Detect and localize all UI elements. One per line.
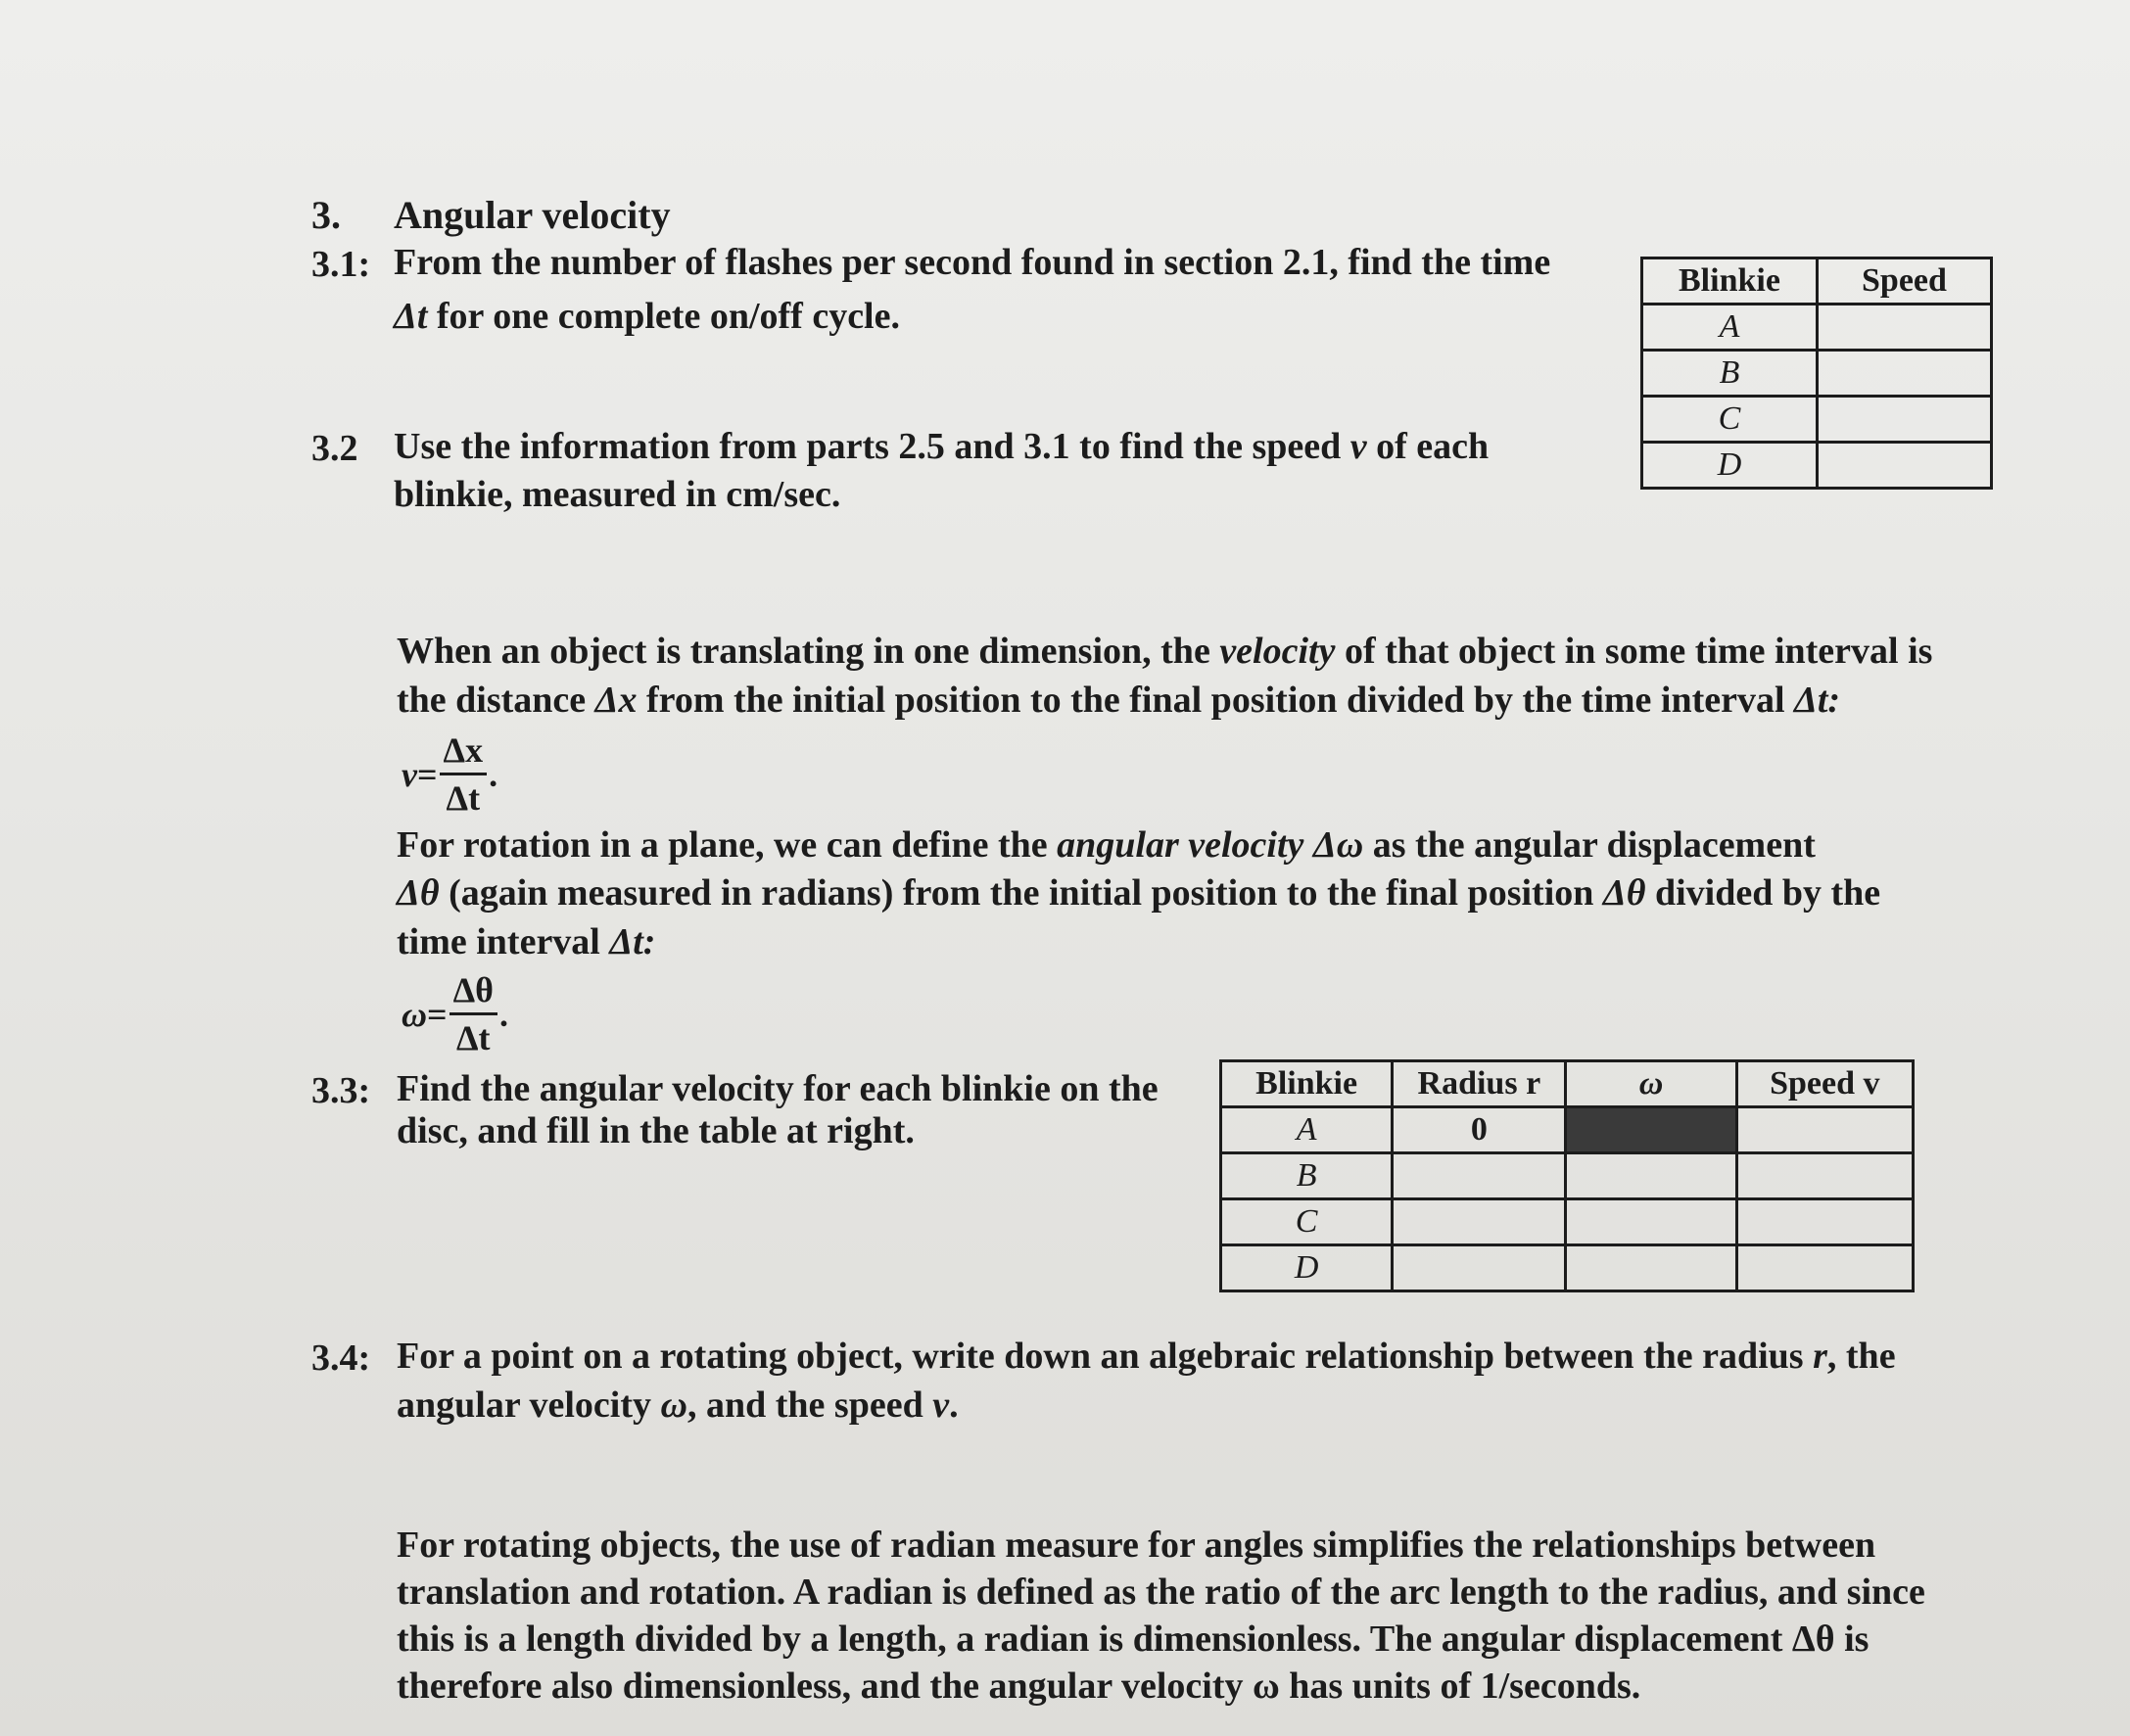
para2-line2: [397, 868, 1880, 917]
row-label: A: [1642, 305, 1818, 351]
header-speed: Speed: [1817, 258, 1991, 305]
q33-number: 3.3:: [311, 1070, 371, 1111]
eq2-denominator: Δt: [455, 1018, 491, 1057]
table-header-row: [1642, 258, 1992, 305]
table-row: [1642, 397, 1992, 443]
table-row: [1221, 1245, 1914, 1291]
angular-velocity-term: angular velocity Δω: [1057, 824, 1364, 866]
table-row: [1642, 305, 1992, 351]
row-label: B: [1221, 1153, 1393, 1199]
speed-table: [1640, 257, 1993, 490]
eq1-denominator: Δt: [446, 778, 481, 818]
q34-line2a: angular velocity: [397, 1384, 661, 1426]
para3-line3: this is a length divided by a length, a radian is dimensionless. The angular displacement Δθ is: [397, 1619, 1870, 1660]
para3-line2: translation and rotation. A radian is defined as the ratio of the arc length to the radius, and since: [397, 1572, 1925, 1613]
table-row: [1221, 1107, 1914, 1153]
table-row: [1642, 443, 1992, 489]
para1-line1: [397, 627, 1932, 676]
omega-cell[interactable]: [1566, 1245, 1736, 1291]
delta-x-symbol: Δx: [594, 680, 638, 721]
q34-line2: [397, 1381, 959, 1430]
header-radius: Radius r: [1393, 1061, 1566, 1107]
para1-l2b: from the initial position to the final position divided by the time interval: [637, 680, 1795, 721]
header-speed: Speed v: [1736, 1061, 1913, 1107]
row-label: C: [1221, 1199, 1393, 1245]
q33-line1: Find the angular velocity for each blinkie on the: [397, 1068, 1159, 1109]
delta-t-symbol: Δt:: [609, 921, 656, 962]
para2-l3a: time interval: [397, 921, 610, 962]
header-omega: ω: [1566, 1061, 1736, 1107]
para2-l2a: (again measured in radians) from the initial position to the final position: [439, 872, 1603, 914]
speed-cell[interactable]: [1736, 1245, 1913, 1291]
q32-line2: blinkie, measured in cm/sec.: [394, 474, 841, 515]
header-blinkie: Blinkie: [1642, 258, 1818, 305]
header-blinkie: Blinkie: [1221, 1061, 1393, 1107]
eq2-fraction: [450, 969, 497, 1058]
para3-line1: For rotating objects, the use of radian measure for angles simplifies the relationships between: [397, 1525, 1876, 1566]
table-row: [1642, 351, 1992, 397]
para2-line1: [397, 821, 1816, 869]
q34-line1a: For a point on a rotating object, write down an algebraic relationship between the radius: [397, 1336, 1814, 1377]
q34-line1: [397, 1332, 1896, 1381]
q31-line2: [394, 292, 900, 341]
para1-l2a: the distance: [397, 680, 595, 721]
delta-theta-symbol: Δθ: [1602, 872, 1646, 914]
angular-velocity-equation: [402, 969, 508, 1058]
q34-line1b: , the: [1826, 1336, 1896, 1377]
speed-cell[interactable]: [1817, 351, 1991, 397]
para3-line4: therefore also dimensionless, and the angular velocity ω has units of 1/seconds.: [397, 1666, 1641, 1707]
q34-line2b: , and the speed: [687, 1384, 933, 1426]
radius-cell: 0: [1393, 1107, 1566, 1153]
q31-line1: From the number of flashes per second found in section 2.1, find the time: [394, 242, 1551, 283]
section-number: 3.: [311, 193, 341, 237]
row-label: D: [1642, 443, 1818, 489]
omega-cell[interactable]: [1566, 1199, 1736, 1245]
eq2-lhs: ω: [402, 994, 428, 1034]
table-row: [1221, 1153, 1914, 1199]
q34-line2c: .: [949, 1384, 959, 1426]
speed-cell[interactable]: [1817, 397, 1991, 443]
v-symbol: v: [1349, 426, 1367, 467]
delta-theta-symbol: Δθ: [397, 872, 440, 914]
row-label: B: [1642, 351, 1818, 397]
omega-symbol: ω: [660, 1384, 687, 1426]
eq1-numerator: Δx: [440, 729, 488, 775]
para2-line3: [397, 917, 655, 966]
speed-cell[interactable]: [1817, 305, 1991, 351]
q32-number: 3.2: [311, 428, 358, 469]
eq1-fraction: [440, 729, 488, 819]
r-symbol: r: [1813, 1336, 1827, 1377]
row-label: C: [1642, 397, 1818, 443]
eq1-lhs: v: [402, 754, 417, 794]
delta-t-symbol: Δt: [394, 296, 428, 337]
q32-line1b: of each: [1366, 426, 1490, 467]
row-label: D: [1221, 1245, 1393, 1291]
table-header-row: [1221, 1061, 1914, 1107]
para2-l1b: as the angular displacement: [1363, 824, 1816, 866]
radius-cell[interactable]: [1393, 1245, 1566, 1291]
angular-velocity-table: [1219, 1059, 1915, 1292]
section-title: Angular velocity: [394, 193, 671, 237]
radius-cell[interactable]: [1393, 1199, 1566, 1245]
eq1-end: .: [489, 754, 498, 794]
omega-cell[interactable]: [1566, 1153, 1736, 1199]
para1-line2: [397, 676, 1840, 725]
q31-line2-text: for one complete on/off cycle.: [427, 296, 900, 337]
velocity-equation: [402, 729, 497, 819]
q34-number: 3.4:: [311, 1337, 371, 1379]
para2-l1a: For rotation in a plane, we can define the: [397, 824, 1058, 866]
speed-cell[interactable]: [1817, 443, 1991, 489]
q33-line2: disc, and fill in the table at right.: [397, 1110, 915, 1151]
speed-cell[interactable]: [1736, 1153, 1913, 1199]
speed-cell[interactable]: [1736, 1199, 1913, 1245]
para1-l1b: of that object in some time interval is: [1335, 631, 1933, 672]
delta-t-symbol: Δt:: [1794, 680, 1841, 721]
para2-l2b: divided by the: [1645, 872, 1881, 914]
row-label: A: [1221, 1107, 1393, 1153]
speed-cell[interactable]: [1736, 1107, 1913, 1153]
eq2-numerator: Δθ: [450, 969, 497, 1015]
radius-cell[interactable]: [1393, 1153, 1566, 1199]
eq2-end: .: [498, 994, 508, 1034]
eq1-equals: =: [416, 754, 438, 794]
velocity-term: velocity: [1219, 631, 1336, 672]
q31-number: 3.1:: [311, 244, 371, 285]
table-row: [1221, 1199, 1914, 1245]
para1-l1a: When an object is translating in one dimension, the: [397, 631, 1220, 672]
eq2-equals: =: [427, 994, 448, 1034]
q32-line1: [394, 422, 1489, 471]
v-symbol: v: [932, 1384, 950, 1426]
q32-line1a: Use the information from parts 2.5 and 3.1 to find the speed: [394, 426, 1350, 467]
omega-cell-shaded: [1566, 1107, 1736, 1153]
